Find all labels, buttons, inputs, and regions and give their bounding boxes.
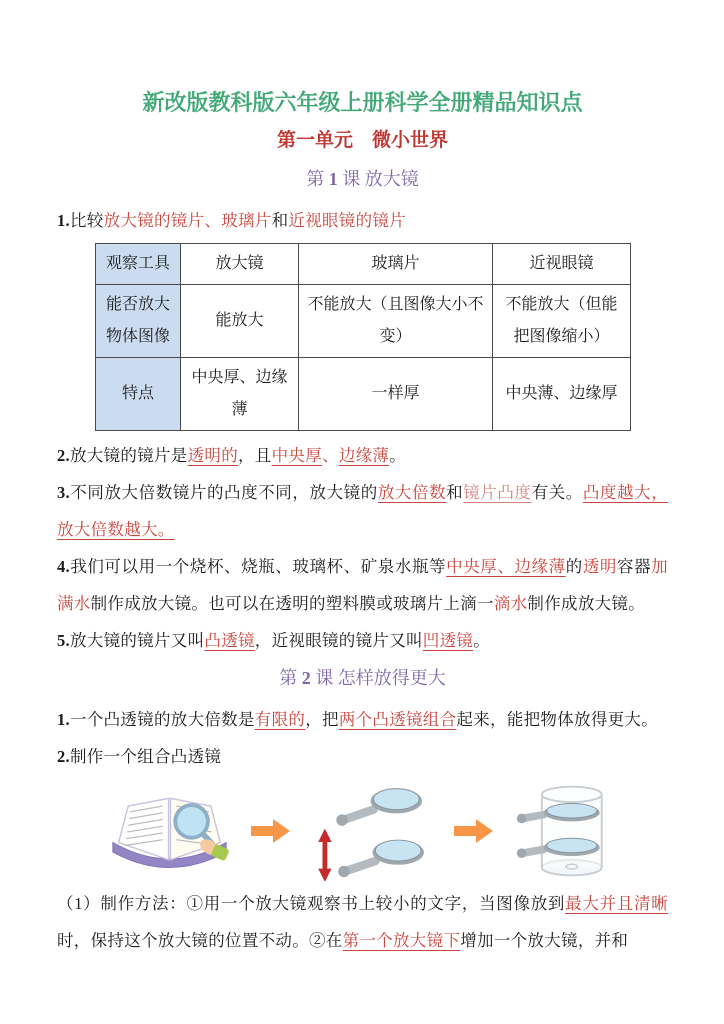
lesson1-point-5 (57, 622, 668, 659)
arrow-right-icon (453, 818, 495, 844)
table-cell: 近视眼镜 (493, 244, 631, 285)
text-run: 比较 (69, 211, 104, 230)
text-run: 凹透镜 (422, 631, 474, 650)
arrow-right-icon (250, 818, 292, 844)
lesson2-point-1 (57, 701, 668, 738)
text-run: 制作成放大镜。也可以在透明的塑料膜或玻璃片上滴一 (90, 594, 494, 613)
text-run: ，近视眼镜的镜片又叫 (254, 631, 423, 650)
table-cell: 中央厚、边缘薄 (181, 358, 299, 431)
text-run: 镜片凸度 (463, 483, 532, 502)
text-run: 有限的 (254, 710, 306, 729)
text-run: 的 (565, 557, 583, 576)
lesson1-point-2 (57, 437, 668, 474)
text-run: 3. (57, 483, 70, 502)
text-run: 2. (57, 747, 70, 766)
text-run: 、 (322, 446, 339, 465)
text-run: 1. (57, 211, 70, 230)
combined-lens-tube-icon (513, 781, 619, 881)
text-run: 放大镜的镜片是 (69, 446, 188, 465)
lesson1-point-3 (57, 474, 668, 548)
table-cell: 玻璃片 (299, 244, 493, 285)
text-run: 增加一个放大镜，并和 (460, 931, 629, 950)
text-run: 凸透镜 (204, 631, 255, 650)
text-run: 第 (279, 668, 302, 688)
text-run: ，把 (305, 710, 339, 729)
text-run: 透明的 (187, 446, 238, 465)
table-cell: 不能放大（且图像大小不变） (299, 285, 493, 358)
text-run: 近视眼镜的镜片 (288, 211, 407, 230)
text-run: 起来，能把物体放得更大。 (456, 710, 659, 729)
text-run: 1 (328, 169, 338, 189)
text-run: 不同放大倍数镜片的凸度不同，放大镜的 (69, 483, 378, 502)
text-run: 。 (389, 446, 407, 465)
text-run: 中央厚、边缘薄 (446, 557, 566, 576)
table-cell: 一样厚 (299, 358, 493, 431)
text-run: 2 (301, 668, 311, 688)
lesson2-method-paragraph (57, 885, 668, 959)
lesson1-point-1 (57, 202, 668, 239)
illustration-row (57, 781, 668, 881)
text-run: 。 (473, 631, 491, 650)
text-run: 边缘薄 (338, 446, 390, 465)
text-run: 5. (57, 631, 70, 650)
lesson1-point-4 (57, 548, 668, 622)
text-run: （1）制作方法：①用一个放大镜观察书上较小的文字，当图像放到 (57, 894, 566, 913)
text-run: 制作成放大镜。 (527, 594, 646, 613)
text-run: 有关。 (531, 483, 583, 502)
unit-heading: 第一单元 微小世界 (276, 130, 448, 151)
text-run: 两个凸透镜组合 (338, 710, 457, 729)
text-run: 和 (446, 483, 464, 502)
text-run: 凸度越大，放大倍数越大。 (57, 483, 669, 539)
table-row-header-cell: 能否放大物体图像 (96, 285, 181, 358)
table-cell: 放大镜 (181, 244, 299, 285)
text-run: 课 放大镜 (337, 169, 419, 189)
text-run: 第 (306, 169, 329, 189)
text-run: 一个凸透镜的放大倍数是 (69, 710, 255, 729)
text-run: 放大倍数 (377, 483, 447, 502)
text-run: 2. (57, 446, 70, 465)
comparison-table-body (96, 244, 631, 431)
text-run: 透明 (582, 557, 617, 576)
lesson2-heading (57, 665, 668, 691)
table-cell: 能放大 (181, 285, 299, 358)
table-row (96, 358, 631, 431)
text-run: 4. (57, 557, 70, 576)
table-row-header-cell: 特点 (96, 358, 181, 431)
text-run: 加满水 (57, 557, 668, 613)
lesson2-point-2 (57, 738, 668, 775)
text-run: 中央厚 (271, 446, 323, 465)
text-run: 放大镜的镜片又叫 (69, 631, 205, 650)
text-run: 容器 (616, 557, 652, 576)
table-row (96, 285, 631, 358)
text-run: 和 (271, 211, 289, 230)
text-run: 滴水 (493, 594, 528, 613)
lesson1-heading (57, 166, 668, 192)
text-run: 最大并且清晰 (565, 894, 668, 913)
text-run: 1. (57, 710, 70, 729)
text-run: 时，保持这个放大镜的位置不动。②在 (57, 931, 343, 950)
comparison-table (95, 243, 631, 431)
document-title: 新改版教科版六年级上册科学全册精品知识点 (142, 90, 583, 115)
text-run: 我们可以用一个烧杯、烧瓶、玻璃杯、矿泉水瓶等 (69, 557, 447, 576)
text-run: 第一个放大镜下 (342, 931, 461, 950)
text-run: 制作一个组合凸透镜 (69, 747, 222, 766)
text-run: 课 怎样放得更大 (310, 668, 446, 688)
two-magnifiers-with-spacing-arrow-icon (310, 781, 435, 881)
book-with-magnifier-icon (107, 783, 232, 879)
table-cell: 中央薄、边缘厚 (493, 358, 631, 431)
text-run: 放大镜的镜片、玻璃片 (103, 211, 272, 230)
table-cell: 不能放大（但能把图像缩小） (493, 285, 631, 358)
text-run: ，且 (238, 446, 272, 465)
table-row (96, 244, 631, 285)
table-row-header-cell: 观察工具 (96, 244, 181, 285)
